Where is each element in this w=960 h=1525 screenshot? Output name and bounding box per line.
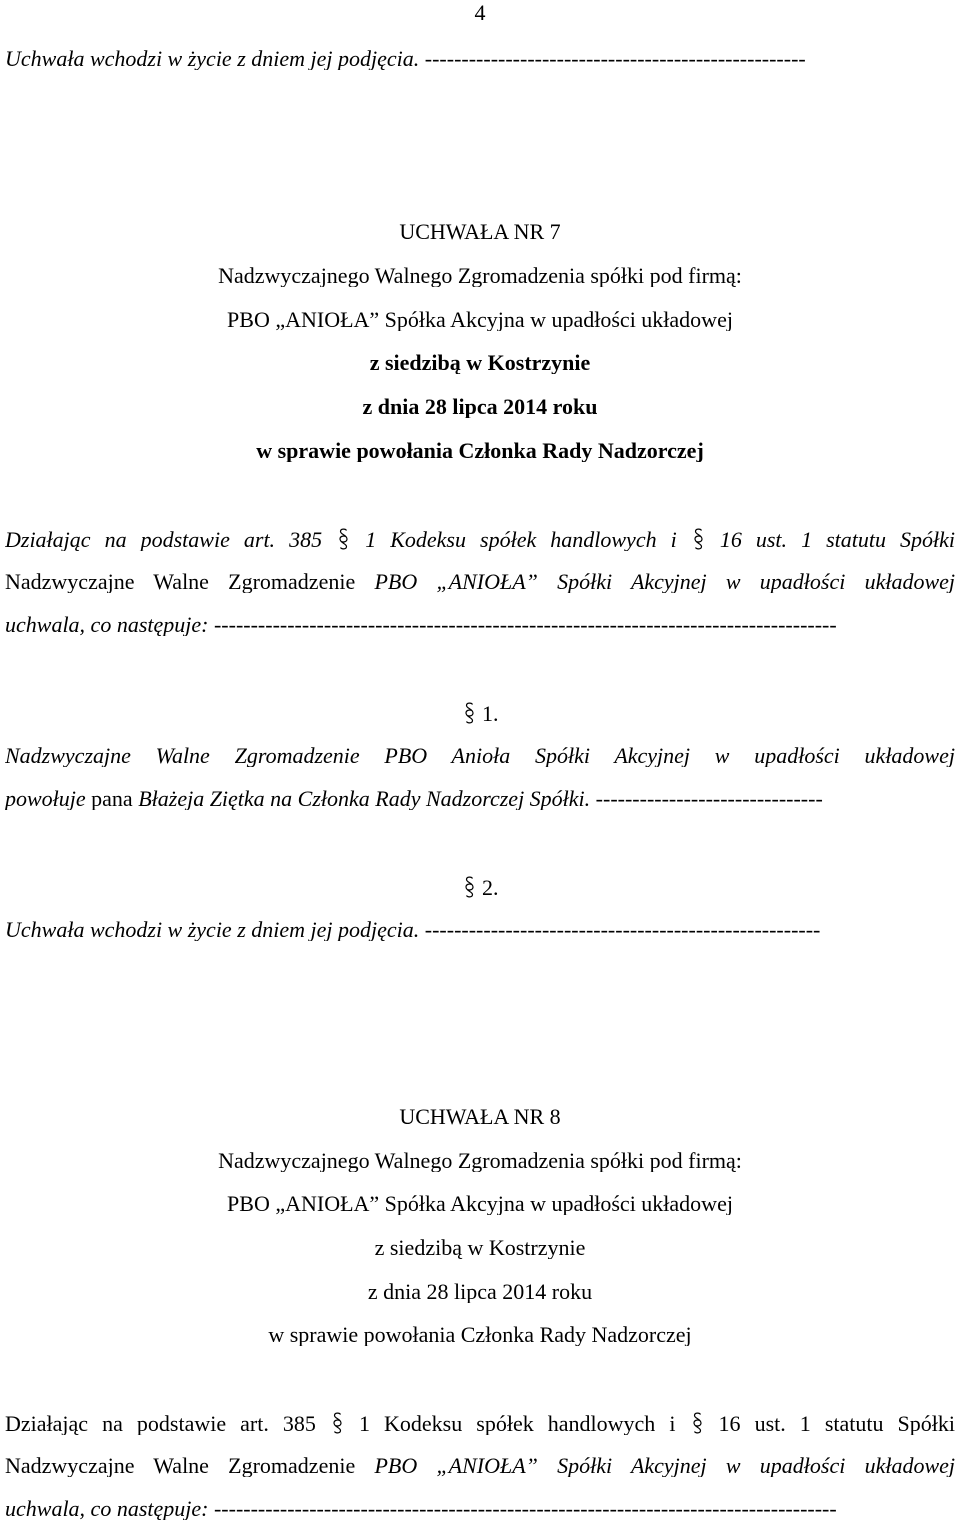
resolution-7-seat-line: z siedzibą w Kostrzynie [369,352,591,374]
paragraph-2-dashes: ------------------------------------------------------ [424,919,821,941]
resolution-7-decides-line [5,614,955,636]
assembly-text: Nadzwyczajne Walne Zgromadzenie [5,1455,356,1477]
paragraph-2-heading [5,875,955,899]
resolution-7-assembly-line: Nadzwyczajnego Walnego Zgromadzenia spółki pod firmą: [218,265,742,287]
assembly-company-text: PBO „ANIOŁA” Spółki Akcyjnej w upadłości układowej [374,571,955,593]
appoints-text: powołuje [5,788,86,810]
decides-text: uchwala, co następuje: [5,1498,209,1520]
appointee-text: Błażeja Ziętka na Członka Rady Nadzorczej Spółki. [138,788,591,810]
resolution-8-date-line: z dnia 28 lipca 2014 roku [367,1281,593,1303]
page-number: 4 [474,0,486,25]
resolution-7-assembly-statement [5,571,955,593]
paragraph-1-dashes: ------------------------------- [595,788,823,810]
mister-text: pana [91,788,133,810]
decides-dashes: ------------------------------------------------------------------------------------- [213,614,837,636]
basis-text-c: 16 ust. 1 statutu Spółki [718,1411,955,1435]
resolution-8-legal-basis [5,1411,955,1435]
decides-text: uchwala, co następuje: [5,614,209,636]
resolution-7-company-line: PBO „ANIOŁA” Spółka Akcyjna w upadłości układowej [227,309,733,331]
section-sign-icon [692,1411,703,1435]
paragraph-2-number: 2. [482,875,499,899]
basis-text-a: Działając na podstawie art. 385 [5,1411,316,1435]
section-sign-icon [332,1411,343,1435]
assembly-text: Nadzwyczajne Walne Zgromadzenie [5,571,356,593]
resolution-8-assembly-statement [5,1455,955,1477]
resolution-8-decides-line [5,1498,955,1520]
section-sign-icon [464,701,475,725]
top-closing-line [5,48,955,70]
decides-dashes: ------------------------------------------------------------------------------------- [213,1498,837,1520]
paragraph-1-text-line-1: Nadzwyczajne Walne Zgromadzenie PBO Anioła Spółki Akcyjnej w upadłości układowej [5,745,955,767]
section-sign-icon [464,875,475,899]
basis-text-b: 1 Kodeksu spółek handlowych i [365,527,677,551]
resolution-8-seat-line: z siedzibą w Kostrzynie [374,1237,586,1259]
resolution-8-company-line: PBO „ANIOŁA” Spółka Akcyjna w upadłości układowej [227,1193,733,1215]
basis-text-b: 1 Kodeksu spółek handlowych i [358,1411,676,1435]
assembly-company-text: PBO „ANIOŁA” Spółki Akcyjnej w upadłości układowej [374,1455,955,1477]
resolution-8-subject-line: w sprawie powołania Członka Rady Nadzorczej [268,1324,692,1346]
resolution-7-subject-line: w sprawie powołania Członka Rady Nadzorczej [256,440,704,462]
paragraph-1-number: 1. [482,701,499,725]
resolution-8-title: UCHWAŁA NR 8 [399,1106,561,1128]
top-closing-text: Uchwała wchodzi w życie z dniem jej podjęcia. [5,48,420,70]
resolution-7-date-line: z dnia 28 lipca 2014 roku [362,396,598,418]
section-sign-icon [693,527,704,551]
basis-text-a: Działając na podstawie art. 385 [5,527,323,551]
resolution-7-legal-basis [5,527,955,551]
basis-text-c: 16 ust. 1 statutu Spółki [719,527,955,551]
resolution-7-title: UCHWAŁA NR 7 [399,221,561,243]
paragraph-1-text-line-2 [5,788,955,810]
resolution-8-assembly-line: Nadzwyczajnego Walnego Zgromadzenia spółki pod firmą: [218,1150,742,1172]
section-sign-icon [338,527,349,551]
top-closing-dashes: ---------------------------------------------------- [424,48,806,70]
paragraph-2-closing-text: Uchwała wchodzi w życie z dniem jej podjęcia. [5,919,420,941]
paragraph-2-text [5,919,955,941]
paragraph-1-heading [5,701,955,725]
